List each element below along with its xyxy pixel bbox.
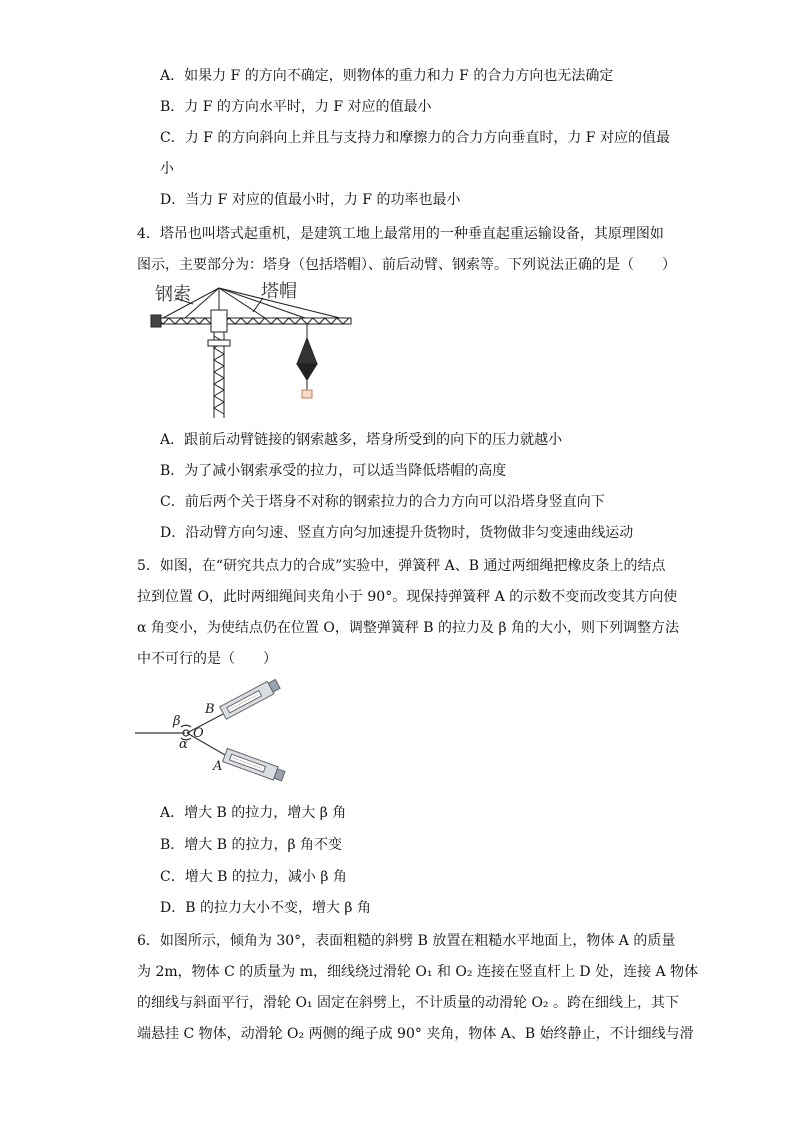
spring-b-label: B [205, 702, 215, 717]
point-o-label: O [193, 726, 204, 741]
q6-line2: 为 2m，物体 C 的质量为 m，细线绕过滑轮 O₁ 和 O₂ 连接在竖直杆上 D 处，连接 A 物体 [137, 964, 699, 980]
q4-stem-line1: 4．塔吊也叫塔式起重机，是建筑工地上最常用的一种垂直起重运输设备，其原理图如 [137, 226, 664, 242]
q5-stem-line3: α 角变小，为使结点仍在位置 O，调整弹簧秤 B 的拉力及 β 角的大小，则下列调整方法 [137, 620, 680, 636]
beta-label: β [173, 714, 181, 729]
q4-option-d: D．沿动臂方向匀速、竖直方向匀加速提升货物时，货物做非匀变速曲线运动 [160, 525, 634, 541]
q4-option-c: C．前后两个关于塔身不对称的钢索拉力的合力方向可以沿塔身竖直向下 [160, 494, 605, 510]
q3-option-c-line1: C．力 F 的方向斜向上并且与支持力和摩擦力的合力方向垂直时，力 F 对应的值最 [160, 130, 670, 146]
q6-line4: 端悬挂 C 物体，动滑轮 O₂ 两侧的绳子成 90° 夹角，物体 A、B 始终静止，不计细线与滑 [137, 1026, 694, 1042]
q4-option-b: B．为了减小钢索承受的拉力，可以适当降低塔帽的高度 [160, 463, 507, 479]
q3-option-a: A．如果力 F 的方向不确定，则物体的重力和力 F 的合力方向也无法确定 [160, 68, 614, 84]
q3-option-b: B．力 F 的方向水平时，力 F 对应的值最小 [160, 99, 432, 115]
q6-line1: 6．如图所示，倾角为 30°，表面粗糙的斜劈 B 放置在粗糙水平地面上，物体 A 的质量 [137, 933, 676, 949]
q5-stem-line1: 5．如图，在“研究共点力的合成”实验中，弹簧秤 A、B 通过两细绳把橡皮条上的结点 [137, 558, 666, 574]
q4-stem-line2: 图示，主要部分为：塔身（包括塔帽）、前后动臂、钢索等。下列说法正确的是（ ） [137, 257, 676, 273]
q3-option-c-line2: 小 [160, 161, 174, 177]
alpha-label: α [179, 737, 188, 752]
q5-option-b: B．增大 B 的拉力，β 角不变 [160, 837, 343, 853]
q6-line3: 的细线与斜面平行，滑轮 O₁ 固定在斜劈上，不计质量的动滑轮 O₂ 。跨在细线上，其下 [137, 995, 679, 1011]
cable-label: 钢索 [155, 284, 191, 305]
q4-option-a: A．跟前后动臂链接的钢索越多，塔身所受到的向下的压力就越小 [160, 432, 563, 448]
q5-option-c: C．增大 B 的拉力，减小 β 角 [160, 869, 347, 885]
q5-stem-line4: 中不可行的是（ ） [137, 651, 277, 667]
force-composition-figure [135, 675, 295, 795]
q5-option-d: D．B 的拉力大小不变，增大 β 角 [160, 900, 371, 916]
tower-crane-figure [145, 280, 360, 422]
q5-option-a: A．增大 B 的拉力，增大 β 角 [160, 805, 347, 821]
spring-a-label: A [213, 759, 223, 774]
cap-label: 塔帽 [261, 281, 297, 302]
q5-stem-line2: 拉到位置 O，此时两细绳间夹角小于 90°。现保持弹簧秤 A 的示数不变而改变其方向使 [137, 589, 678, 605]
q3-option-d: D．当力 F 对应的值最小时，力 F 的功率也最小 [160, 192, 461, 208]
